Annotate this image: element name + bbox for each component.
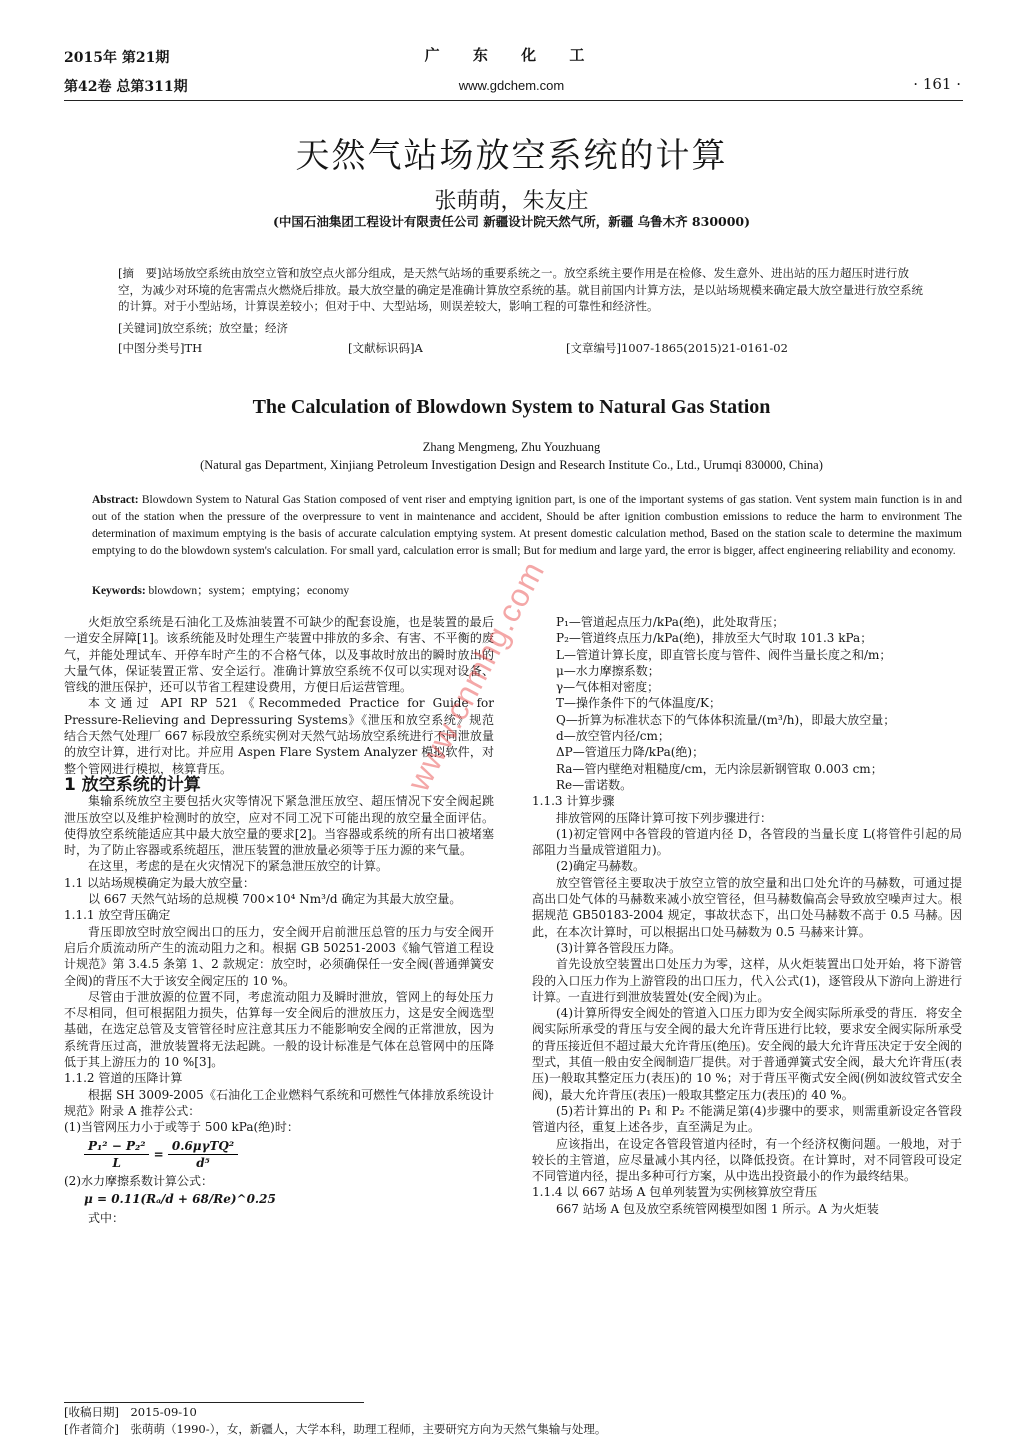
paper-affiliation: (中国石油集团工程设计有限责任公司 新疆设计院天然气所，新疆 乌鲁木齐 830000) (272, 214, 751, 229)
watermark: www.cnmhg.com (400, 554, 552, 797)
header-rule (64, 100, 963, 101)
clc-number: [中图分类号]TH (118, 341, 203, 355)
variable-definition: Q—折算为标准状态下的气体体积流量/(m³/h)，即最大放空量； (556, 712, 896, 727)
variable-definition: Re—雷诺数。 (556, 777, 633, 792)
english-authors: Zhang Mengmeng, Zhu Youzhuang (422, 440, 601, 454)
variable-definition: μ—水力摩擦系数； (556, 663, 660, 678)
footnote (64, 1404, 606, 1438)
subsubsection-heading: 1.1.3 计算步骤 (532, 794, 615, 809)
variable-definition: γ—气体相对密度； (556, 680, 660, 695)
paragraph: 在这里，考虑的是在火灾情况下的紧急泄压放空的计算。 (88, 859, 389, 874)
footnote-rule (64, 1402, 364, 1403)
equation-2: μ = 0.11(Rₐ/d + 68/Re)^0.25 (84, 1192, 276, 1207)
variable-definition: P₁—管道起点压力/kPa(绝)，此处取背压； (556, 615, 785, 629)
paragraph: 背压即放空时放空阀出口的压力，安全阀开启前泄压总管的压力与安全阀开启后介质流动所产生的流动阻力之和。根据 GB 50251-2003《输气管道工程设计规范》第 3.4.5 条第 1、2 款规定：放空时，必须确保任一安全阀(普通弹簧安全阀)的背压不大于该安全阀定压的 10 %。 (64, 924, 494, 988)
paragraph: 式中： (88, 1210, 125, 1225)
header-year-issue: 2015年 第21期 (64, 50, 170, 66)
eq1-rhs-denominator: d⁵ (196, 1155, 210, 1170)
english-title: The Calculation of Blowdown System to Natural Gas Station (252, 396, 771, 418)
english-abstract-text: Blowdown System to Natural Gas Station composed of vent riser and emptying ignition part, is one of the important systems of gas station. Vent system main function is in and out of the station when the pressure of the overpressure to vent in maintenance and accident, Should be after ignition combustion emissions to reduce the harm to environment The determination of maximum emptying is the basis of accurate calculation emptying system. At present domestic calculation method, Based on the station scale to determine the maximum emptying to do the blowdown system's calculation. For small yard, calculation error is small; But for medium and large yard, the error is bigger, affect engineering reliability and economy. (92, 494, 962, 557)
variable-definition: L—管道计算长度，即直管长度与管件、阀件当量长度之和/m； (556, 647, 892, 662)
article-number: [文章编号]1007-1865(2015)21-0161-02 (566, 341, 788, 355)
variable-definition: d—放空管内径/cm； (556, 729, 670, 744)
journal-website: www.gdchem.com (458, 78, 565, 93)
paragraph: 尽管由于泄放源的位置不同，考虑流动阻力及瞬时泄放，管网上的每处压力不尽相同，但可根据阻力损失，估算每一安全阀后的泄放压力，这是安全阀选型基础，在选定总管及支管管径时应注意其压力不能影响安全阀的正常泄放，因为系统背压过高，泄放装置将无法起跳。一般的设计标准是气体在总管网中的压降低于其上游压力的 10 %[3]。 (64, 989, 494, 1070)
section-heading: 1 放空系统的计算 (64, 774, 201, 795)
variable-definition: P₂—管道终点压力/kPa(绝)，排放至大气时取 101.3 kPa； (556, 631, 873, 646)
paragraph: (2)水力摩擦系数计算公式： (64, 1174, 213, 1189)
equation-1: $\frac{\text{P₁² − P₂²}}{L}$ = $\frac{\text{0.6μγTQ²}}{\text{d⁵}}$ (64, 1138, 494, 1172)
paragraph: 根据 SH 3009-2005《石油化工企业燃料气系统和可燃性气体排放系统设计规范》附录 A 推荐公式： (64, 1087, 494, 1118)
author-bio: [作者简介] 张萌萌（1990-），女，新疆人，大学本科，助理工程师，主要研究方向为天然气集输与处理。 (64, 1422, 607, 1436)
paragraph: 以 667 天然气站场的总规模 700×10⁴ Nm³/d 确定为其最大放空量。 (88, 892, 462, 907)
english-abstract-label: Abstract: (92, 494, 139, 506)
right-column (532, 614, 962, 1217)
paragraph: 火炬放空系统是石油化工及炼油装置不可缺少的配套设施，也是装置的最后一道安全屏障[1]。该系统能及时处理生产装置中排放的多余、有害、不平衡的废气，并能处理试车、开停车时产生的不合格气体，以及事故时放出的瞬时放出的大量气体，保证装置正常、安全运行。准确计算放空系统不仅可以实现对设备、管线的泄压保护，还可以节省工程建设费用，方便日后运营管理。 (64, 615, 494, 695)
paragraph: (1)初定管网中各管段的管道内径 D，各管段的当量长度 L(将管件引起的局部阻力当量成管道阻力)。 (532, 826, 962, 858)
paragraph: (4)计算所得安全阀处的管道入口压力即为安全阀实际所承受的背压．将安全阀实际所承受的背压与安全阀的最大允许背压进行比较，要求安全阀实际所承受的背压接近但不超过最大允许背压(绝压)。安全阀的最大允许背压决定于安全阀的型式，其值一般由安全阀制造厂提供。对于普通弹簧式安全阀，最大允许背压(表压)一般取其整定压力(表压)的 10 %；对于背压平衡式安全阀(例如波纹管式安全阀)，最大允许背压(表压)一般取其整定压力(表压)的 40 %。 (532, 1006, 962, 1102)
abstract-cn: [摘 要]站场放空系统由放空立管和放空点火部分组成，是天然气站场的重要系统之一。放空系统主要作用是在检修、发生意外、进出站的压力超压时进行放空，为减少对环境的危害需点火燃烧后排放。最大放空量的确定是准确计算放空系统的基。就目前国内计算方法，是以站场规模来确定最大放空量进行放空系统的计算。对于小型站场，计算误差较小；但对于中、大型站场，则误差较大，影响工程的可靠性和经济性。 (118, 266, 923, 313)
english-abstract (92, 492, 962, 560)
eq1-lhs-denominator: L (112, 1155, 121, 1170)
variable-definition: T—操作条件下的气体温度/K； (556, 696, 722, 711)
paragraph: 本文通过 API RP 521《Recommeded Practice for Guide for Pressure-Relieving and Depressuring Systems》《泄压和放空系统》规范结合天然气处理厂 667 标段放空系统实例对天然气站场放空系统进行不同泄放量的放空计算，进行对比。并应用 Aspen Flare System Analyzer 模拟软件，对整个管网进行模拟，核算背压。 (64, 696, 494, 776)
paragraph: 667 站场 A 包及放空系统管网模型如图 1 所示。A 为火炬装 (556, 1201, 879, 1216)
document-code: [文献标识码]A (348, 341, 423, 355)
paragraph: (2)确定马赫数。 (556, 859, 645, 874)
journal-name: 广 东 化 工 (424, 46, 599, 64)
keywords-cn: [关键词]放空系统；放空量；经济 (118, 321, 288, 335)
variable-definition: ΔP—管道压力降/kPa(绝)； (556, 745, 705, 760)
paragraph: (5)若计算出的 P₁ 和 P₂ 不能满足第(4)步骤中的要求，则需重新设定各管段管道内径，重复上述各步，直至满足为止。 (532, 1103, 962, 1135)
english-affiliation: (Natural gas Department, Xinjiang Petroleum Investigation Design and Research Institute Co., Ltd., Urumqi 830000, China) (200, 458, 823, 472)
english-keywords (92, 582, 349, 598)
english-keywords-text: blowdown；system；emptying；economy (148, 585, 350, 597)
received-date: [收稿日期] 2015-09-10 (64, 1405, 197, 1419)
page-number: · 161 · (913, 75, 961, 93)
paper-title: 天然气站场放空系统的计算 (295, 136, 728, 176)
eq1-lhs-numerator: P₁² − P₂² (84, 1138, 149, 1155)
paragraph: 放空管管径主要取决于放空立管的放空量和出口处允许的马赫数，可通过提高出口处气体的马赫数来减小放空管径，但马赫数偏高会导致放空噪声过大。根据规范 GB50183-2004 规定，事故状态下，出口处马赫数不高于 0.5 马赫。因此，在本次计算时，可以根据出口处马赫数为 0.5 马赫来计算。 (532, 875, 962, 939)
paragraph: 应该指出，在设定各管段管道内径时，有一个经济权衡问题。一般地，对于较长的主管道，应尽量减小其内径，以降低投资。在计算时，对不同管段可设定不同管道内径，提出多种可行方案，从中选出投资最小的作为最终结果。 (532, 1136, 962, 1184)
subsection-heading: 1.1 以站场规模确定为最大放空量： (64, 875, 255, 890)
paragraph: 排放管网的压降计算可按下列步骤进行： (556, 810, 773, 825)
english-keywords-label: Keywords: (92, 585, 146, 597)
subsubsection-heading: 1.1.4 以 667 站场 A 包单列装置为实例核算放空背压 (532, 1185, 818, 1200)
subsubsection-heading: 1.1.2 管道的压降计算 (64, 1071, 183, 1086)
left-column (64, 614, 494, 1226)
paragraph: (3)计算各管段压力降。 (556, 940, 681, 955)
paragraph: 集输系统放空主要包括火灾等情况下紧急泄压放空、超压情况下安全阀起跳泄压放空以及维护检测时的放空，应对不同工况下可能出现的放空量全面评估。使得放空系统能适应其中最大放空量的要求[2]。当容器或系统的所有出口被堵塞时，为了防止容器或系统超压，泄压装置的泄放量必须等于压力源的来气量。 (64, 794, 494, 858)
eq1-rhs-numerator: 0.6μγTQ² (168, 1138, 238, 1155)
variable-definition: Ra—管内壁绝对粗糙度/cm，无内涂层新钢管取 0.003 cm； (556, 761, 883, 776)
subsubsection-heading: 1.1.1 放空背压确定 (64, 908, 171, 923)
paragraph: 首先设放空装置出口处压力为零，这样，从火炬装置出口处开始，将下游管段的入口压力作为上游管段的出口压力，代入公式(1)，逐管段从下游向上游进行计算。一直进行到泄放装置处(安全阀)为止。 (532, 957, 962, 1004)
header-volume: 第42卷 总第311期 (64, 79, 188, 95)
paragraph: (1)当管网压力小于或等于 500 kPa(绝)时： (64, 1120, 299, 1135)
paper-authors: 张萌萌，朱友庄 (434, 189, 589, 214)
